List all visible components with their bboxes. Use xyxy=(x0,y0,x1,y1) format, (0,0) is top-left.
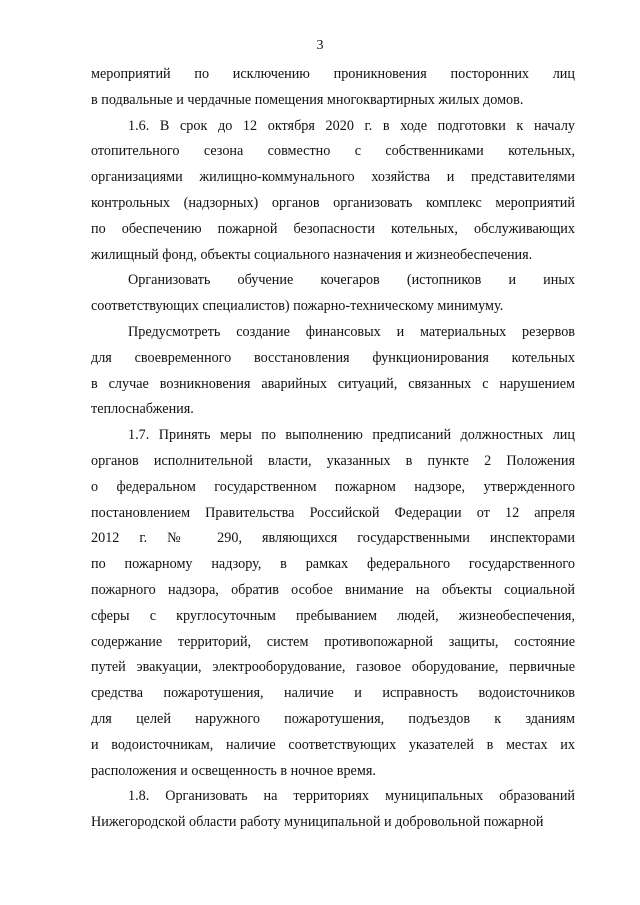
text-line: 2012 г. № 290, являющихся государственными инспекторами xyxy=(91,530,575,547)
page-number: 3 xyxy=(316,38,324,53)
text-line: и водоисточникам, наличие соответствующих указателей в местах их xyxy=(91,736,575,753)
text-line: 1.8. Организовать на территориях муниципальных образований xyxy=(128,788,575,805)
text-line: средства пожаротушения, наличие и исправность водоисточников xyxy=(91,685,575,702)
text-line: Предусмотреть создание финансовых и материальных резервов xyxy=(128,323,575,340)
document-body xyxy=(91,62,575,836)
text-line: путей эвакуации, электрооборудование, газовое оборудование, первичные xyxy=(91,659,575,676)
text-line: сферы с круглосуточным пребыванием людей, жизнеобеспечения, xyxy=(91,607,575,624)
text-line: в подвальные и чердачные помещения многоквартирных жилых домов. xyxy=(91,91,524,108)
text-line: в случае возникновения аварийных ситуаций, связанных с нарушением xyxy=(91,375,575,392)
text-line: по обеспечению пожарной безопасности котельных, обслуживающих xyxy=(91,220,575,237)
paragraph-p-1-7 xyxy=(91,423,575,784)
paragraph-p-1-6 xyxy=(91,114,575,269)
text-line: постановлением Правительства Российской Федерации от 12 апреля xyxy=(91,504,575,521)
text-line: Нижегородской области работу муниципальной и добровольной пожарной xyxy=(91,814,544,831)
text-line: отопительного сезона совместно с собственниками котельных, xyxy=(91,143,575,160)
text-line: контрольных (надзорных) органов организовать комплекс мероприятий xyxy=(91,194,575,211)
text-line: Организовать обучение кочегаров (истопников и иных xyxy=(128,272,575,289)
text-line: соответствующих специалистов) пожарно-техническому минимуму. xyxy=(91,298,504,315)
paragraph-p-training xyxy=(91,268,575,320)
paragraph-p-1-8 xyxy=(91,784,575,836)
text-line: расположения и освещенность в ночное время. xyxy=(91,762,376,779)
paragraph-p-continuation xyxy=(91,62,575,114)
text-line: по пожарному надзору, в рамках федерального государственного xyxy=(91,556,575,573)
text-line: о федеральном государственном пожарном надзоре, утвержденного xyxy=(91,478,575,495)
text-line: 1.7. Принять меры по выполнению предписаний должностных лиц xyxy=(128,427,575,444)
text-line: теплоснабжения. xyxy=(91,401,194,418)
text-line: для целей наружного пожаротушения, подъездов к зданиям xyxy=(91,710,575,727)
text-line: пожарного надзора, обратив особое внимание на объекты социальной xyxy=(91,581,575,598)
text-line: жилищный фонд, объекты социального назначения и жизнеобеспечения. xyxy=(91,246,533,263)
text-line: организациями жилищно-коммунального хозяйства и представителями xyxy=(91,169,575,186)
paragraph-p-reserves xyxy=(91,320,575,423)
text-line: содержание территорий, систем противопожарной защиты, состояние xyxy=(91,633,575,650)
text-line: 1.6. В срок до 12 октября 2020 г. в ходе подготовки к началу xyxy=(128,117,575,134)
text-line: органов исполнительной власти, указанных в пункте 2 Положения xyxy=(91,452,575,469)
text-line: мероприятий по исключению проникновения посторонних лиц xyxy=(91,66,575,82)
text-line: для своевременного восстановления функционирования котельных xyxy=(91,349,575,366)
